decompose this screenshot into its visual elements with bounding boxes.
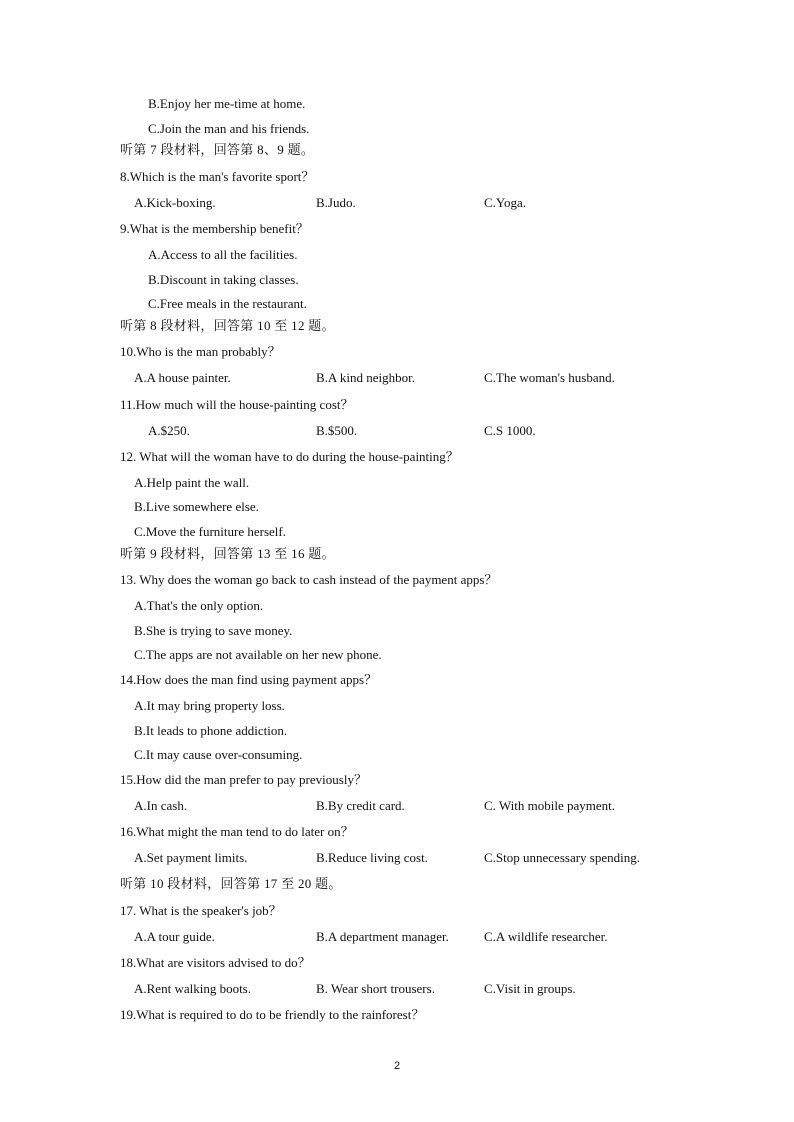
answer-option: B.Reduce living cost. <box>316 850 428 866</box>
answer-option: A.Help paint the wall. <box>134 474 250 490</box>
answer-option: B.Live somewhere else. <box>134 499 259 515</box>
answer-option: B.Judo. <box>316 194 356 210</box>
answer-option: C.Free meals in the restaurant. <box>148 296 307 312</box>
answer-option: A.$250. <box>148 422 190 438</box>
answer-option: B.A kind neighbor. <box>316 370 415 386</box>
question-text: 9.What is the membership benefit？ <box>120 220 309 236</box>
answer-option: B.A department manager. <box>316 929 449 944</box>
section-instruction: 听第 10 段材料，回答第 17 至 20 题。 <box>120 876 342 892</box>
answer-option: C. With mobile payment. <box>484 798 616 813</box>
answer-option: B. Wear short trousers. <box>316 981 435 997</box>
question-text: 11.How much will the house-painting cost？ <box>120 396 354 412</box>
question-text: 13. Why does the woman go back to cash instead of the payment apps？ <box>120 572 498 588</box>
question-text: 8.Which is the man's favorite sport？ <box>120 168 315 184</box>
question-text: 12. What will the woman have to do during the house-painting？ <box>120 448 459 464</box>
question-text: 14.How does the man find using payment apps？ <box>120 672 378 687</box>
question-text: 16.What might the man tend to do later on？ <box>120 824 354 840</box>
answer-option: B.$500. <box>316 422 358 438</box>
answer-option: C.The woman's husband. <box>484 370 615 386</box>
question-text: 15.How did the man prefer to pay previously？ <box>120 771 367 787</box>
answer-option: B.Enjoy her me-time at home. <box>148 96 306 111</box>
section-instruction: 听第 9 段材料，回答第 13 至 16 题。 <box>120 545 335 561</box>
answer-option: B.She is trying to save money. <box>134 622 293 638</box>
answer-option: A.A house painter. <box>134 370 231 386</box>
answer-option: C.Join the man and his friends. <box>148 120 310 136</box>
answer-option: B.Discount in taking classes. <box>148 271 299 287</box>
section-instruction: 听第 8 段材料，回答第 10 至 12 题。 <box>120 317 335 333</box>
answer-option: B.By credit card. <box>316 798 405 813</box>
answer-option: A.That's the only option. <box>134 598 264 614</box>
answer-option: A.Access to all the facilities. <box>148 247 298 262</box>
answer-option: A.In cash. <box>134 798 188 813</box>
answer-option: C.A wildlife researcher. <box>484 929 608 944</box>
answer-option: C.Stop unnecessary spending. <box>484 850 640 866</box>
page-number: 2 <box>393 1060 401 1072</box>
answer-option: A.Set payment limits. <box>134 850 248 866</box>
answer-option: C.It may cause over-consuming. <box>134 747 303 763</box>
answer-option: C.S 1000. <box>484 422 536 438</box>
answer-option: C.Yoga. <box>484 194 527 210</box>
section-instruction: 听第 7 段材料，回答第 8、9 题。 <box>120 142 315 158</box>
answer-option: C.Move the furniture herself. <box>134 524 286 539</box>
question-text: 10.Who is the man probably？ <box>120 344 281 360</box>
question-text: 17. What is the speaker's job？ <box>120 902 282 918</box>
answer-option: B.It leads to phone addiction. <box>134 722 288 738</box>
answer-option: C.The apps are not available on her new phone. <box>134 647 382 663</box>
answer-option: A.Rent walking boots. <box>134 981 251 997</box>
answer-option: C.Visit in groups. <box>484 981 576 997</box>
answer-option: A.It may bring property loss. <box>134 698 285 714</box>
question-text: 18.What are visitors advised to do？ <box>120 955 311 971</box>
answer-option: A.A tour guide. <box>134 929 215 944</box>
answer-option: A.Kick-boxing. <box>134 194 216 210</box>
question-text: 19.What is required to do to be friendly to the rainforest？ <box>120 1007 425 1023</box>
